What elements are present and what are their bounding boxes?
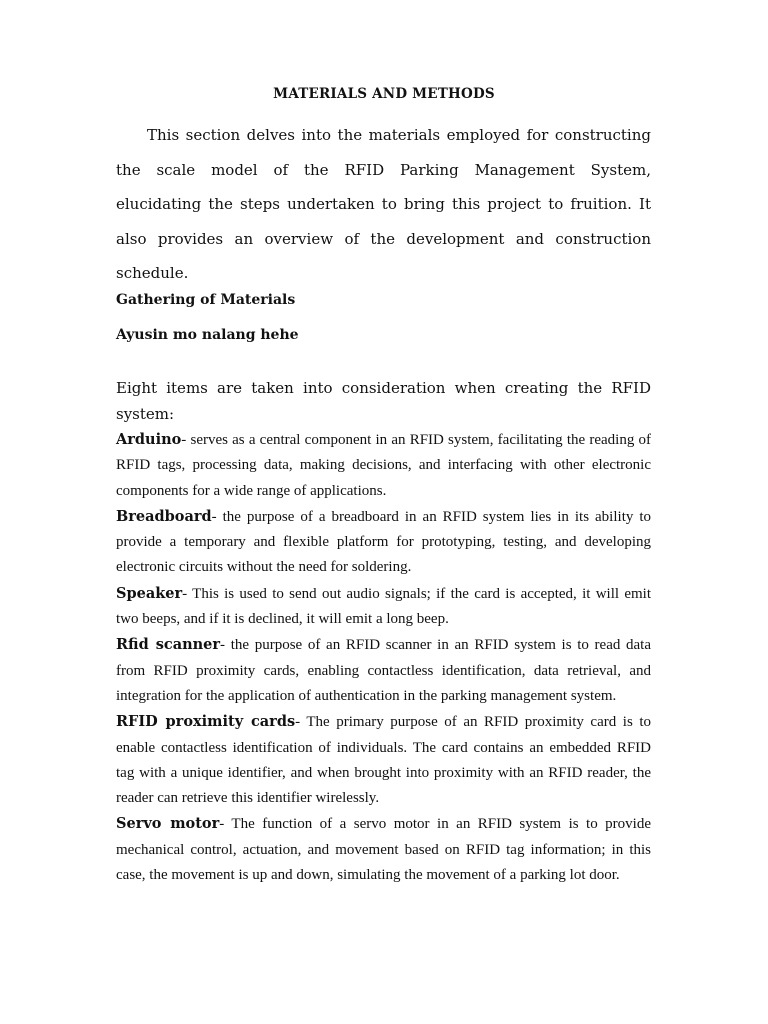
materials-list	[116, 427, 651, 888]
note-heading: Ayusin mo nalang hehe	[116, 327, 299, 343]
item-term: Servo motor	[116, 815, 220, 833]
list-item	[116, 504, 651, 581]
item-term: Breadboard	[116, 507, 212, 525]
list-item	[116, 632, 651, 709]
item-description: - The function of a servo motor in an RFID system is to provide mechanical control, actuation, and movement based on RFID tag information; in this case, the movement is up and down, simulating the movement of a parking lot door.	[116, 816, 651, 884]
section-heading: Gathering of Materials	[116, 292, 296, 308]
page-title: MATERIALS AND METHODS	[273, 86, 495, 102]
item-description: - The primary purpose of an RFID proximity card is to enable contactless identification of individuals. The card contains an embedded RFID tag with a unique identifier, and when brought into proximity with an RFID reader, the reader can retrieve this identifier wirelessly.	[116, 714, 651, 807]
list-item	[116, 581, 651, 633]
item-description: - This is used to send out audio signals; if the card is accepted, it will emit two beeps, and if it is declined, it will emit a long beep.	[116, 585, 651, 628]
item-term: Arduino	[116, 431, 182, 448]
list-item	[116, 427, 651, 504]
list-item	[116, 709, 651, 811]
lead-paragraph: Eight items are taken into consideration when creating the RFID system:	[116, 379, 651, 423]
item-description: - the purpose of an RFID scanner in an RFID system is to read data from RFID proximity cards, enabling contactless identification, data retrieval, and integration for the application of authentication in the parking management system.	[116, 637, 652, 704]
item-description: - the purpose of a breadboard in an RFID system lies in its ability to provide a temporary and flexible platform for prototyping, testing, and developing electronic circuits without the need for soldering.	[116, 508, 651, 576]
item-term: Speaker	[116, 584, 183, 602]
item-term: Rfid scanner	[116, 636, 221, 654]
list-item	[116, 811, 651, 888]
intro-paragraph: This section delves into the materials employed for constructing the scale model of the RFID Parking Management System, elucidating the steps undertaken to bring this project to fruition. It also provides an overview of the development and construction schedule.	[116, 126, 651, 282]
item-term: RFID proximity cards	[116, 713, 296, 731]
item-description: - serves as a central component in an RFID system, facilitating the reading of RFID tags, processing data, making decisions, and interfacing with other electronic components for a wide range of applications.	[116, 432, 651, 499]
